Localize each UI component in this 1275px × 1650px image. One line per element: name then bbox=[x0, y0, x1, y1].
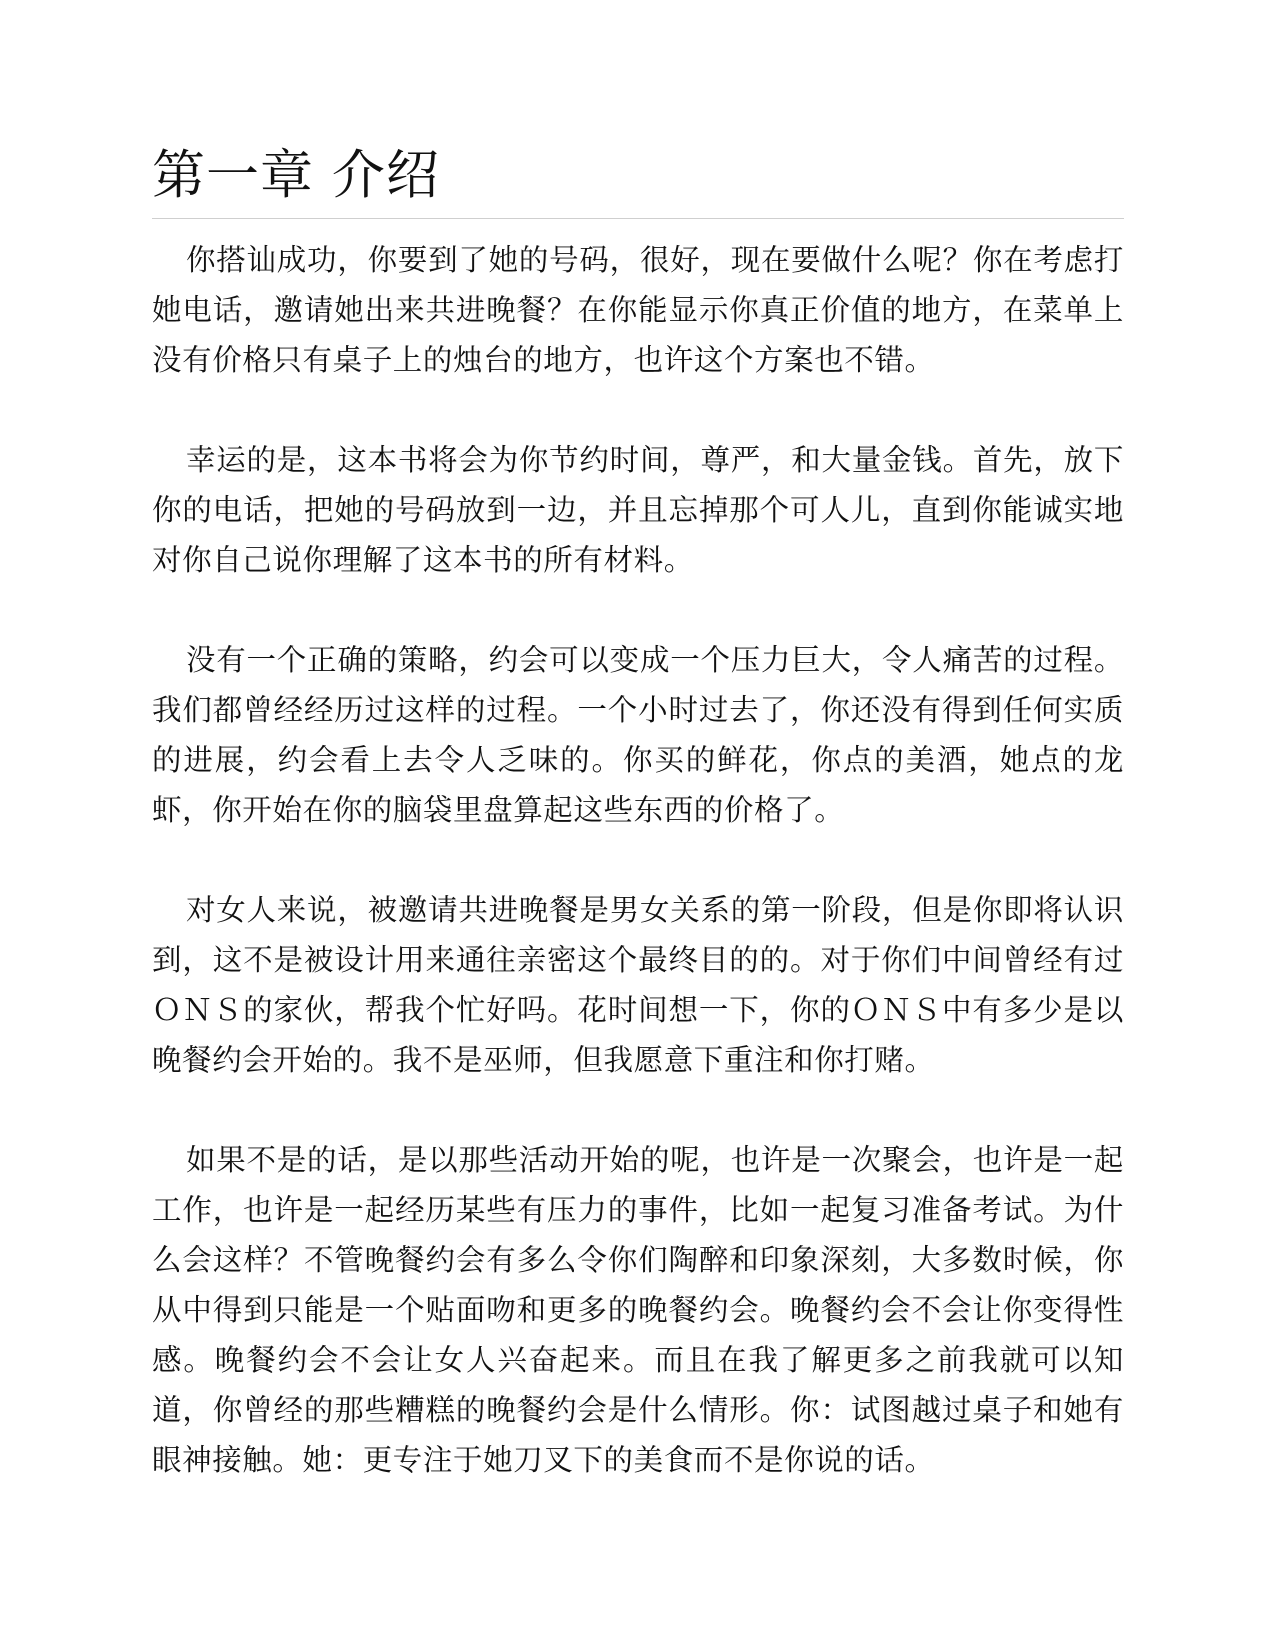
paragraph: 对女人来说，被邀请共进晚餐是男女关系的第一阶段，但是你即将认识到，这不是被设计用来通往亲密这个最终目的的。对于你们中间曾经有过ＯＮＳ的家伙，帮我个忙好吗。花时间想一下，你的ＯＮＳ中有多少是以晚餐约会开始的。我不是巫师，但我愿意下重注和你打赌。 bbox=[152, 893, 1124, 1077]
paragraph: 幸运的是，这本书将会为你节约时间，尊严，和大量金钱。首先，放下你的电话，把她的号码放到一边，并且忘掉那个可人儿，直到你能诚实地对你自己说你理解了这本书的所有材料。 bbox=[152, 443, 1124, 577]
chapter-body bbox=[152, 235, 1124, 1485]
paragraph: 你搭讪成功，你要到了她的号码，很好，现在要做什么呢？你在考虑打她电话，邀请她出来共进晚餐？在你能显示你真正价值的地方，在菜单上没有价格只有桌子上的烛台的地方，也许这个方案也不错。 bbox=[152, 243, 1124, 377]
document-page bbox=[152, 140, 1124, 1485]
paragraph: 如果不是的话，是以那些活动开始的呢，也许是一次聚会，也许是一起工作，也许是一起经历某些有压力的事件，比如一起复习准备考试。为什么会这样？不管晚餐约会有多么令你们陶醉和印象深刻，大多数时候，你从中得到只能是一个贴面吻和更多的晚餐约会。晚餐约会不会让你变得性感。晚餐约会不会让女人兴奋起来。而且在我了解更多之前我就可以知道，你曾经的那些糟糕的晚餐约会是什么情形。你：试图越过桌子和她有眼神接触。她：更专注于她刀叉下的美食而不是你说的话。 bbox=[152, 1143, 1124, 1477]
chapter-title: 第一章 介绍 bbox=[152, 140, 1124, 219]
paragraph: 没有一个正确的策略，约会可以变成一个压力巨大，令人痛苦的过程。我们都曾经经历过这样的过程。一个小时过去了，你还没有得到任何实质的进展，约会看上去令人乏味的。你买的鲜花，你点的美酒，她点的龙虾，你开始在你的脑袋里盘算起这些东西的价格了。 bbox=[152, 643, 1124, 827]
